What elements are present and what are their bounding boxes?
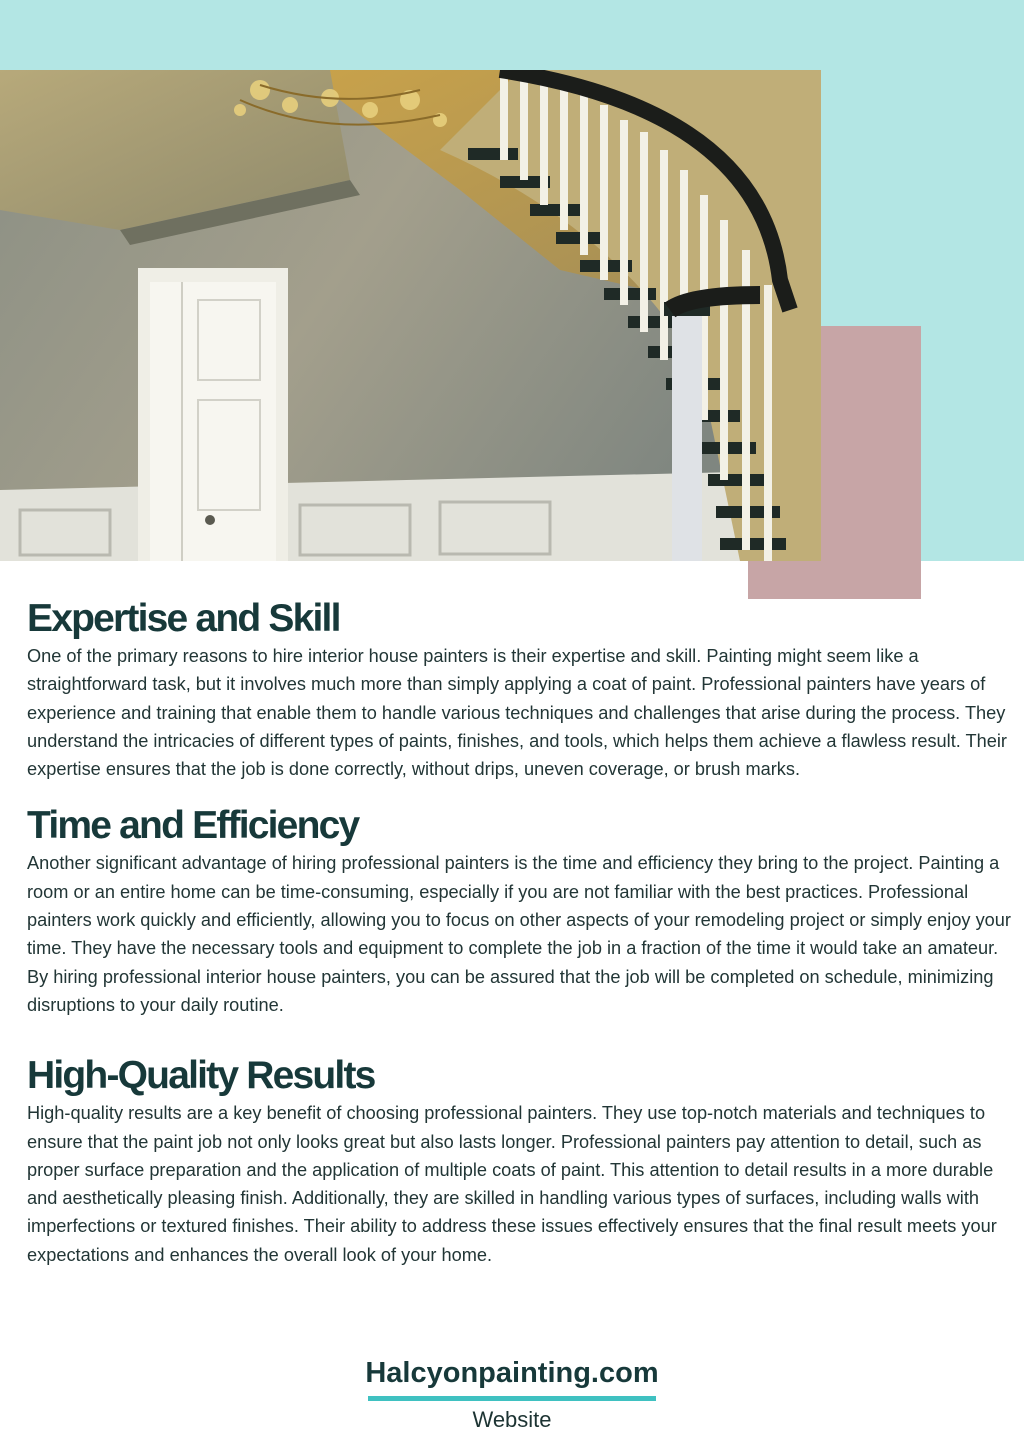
section-body: Another significant advantage of hiring professional painters is the time and efficiency they bring to the project. Painting a room or an entire home can be time-consuming, especially if you are not familiar with the best practices. Professional painters work quickly and efficiently, allowing you to focus on other aspects of your remodeling project or simply enjoy your time. They have the necessary tools and equipment to complete the job in a fraction of the time it would take an amateur. By hiring professional interior house painters, you can be assured that the job will be completed on schedule, minimizing disruptions to your daily routine.: [27, 853, 1011, 1015]
section-time-efficiency: [27, 803, 1017, 1019]
footer: [0, 1356, 1024, 1433]
section-heading: High-Quality Results: [27, 1054, 375, 1098]
section-heading: Expertise and Skill: [27, 597, 340, 640]
website-link[interactable]: Halcyonpainting.com: [365, 1357, 659, 1389]
article-content: [27, 596, 1017, 1269]
section-expertise: [27, 596, 1017, 783]
section-body: High-quality results are a key benefit of choosing professional painters. They use top-notch materials and techniques to ensure that the paint job not only looks great but also lasts longer. Professional painters pay attention to detail, such as proper surface preparation and the application of multiple coats of paint. This attention to detail results in a more durable and aesthetically pleasing finish. Additionally, they are skilled in handling various types of surfaces, including walls with imperfections or textured finishes. Their ability to address these issues effectively ensures that the final result meets your expectations and enhances the overall look of your home.: [27, 1103, 997, 1265]
hero-photo: [0, 70, 821, 561]
section-heading: Time and Efficiency: [27, 804, 359, 848]
website-caption: Website: [472, 1407, 552, 1432]
website-underline: [368, 1396, 656, 1401]
section-body: One of the primary reasons to hire interior house painters is their expertise and skill. Painting might seem like a straightforward task, but it involves much more than simply applying a coat of paint. Professional painters have years of experience and training that enable them to handle various techniques and challenges that arise during the process. They understand the intricacies of different types of paints, finishes, and tools, which helps them achieve a flawless result. Their expertise ensures that the job is done correctly, without drips, uneven coverage, or brush marks.: [27, 646, 1007, 780]
section-quality-results: [27, 1053, 1017, 1269]
